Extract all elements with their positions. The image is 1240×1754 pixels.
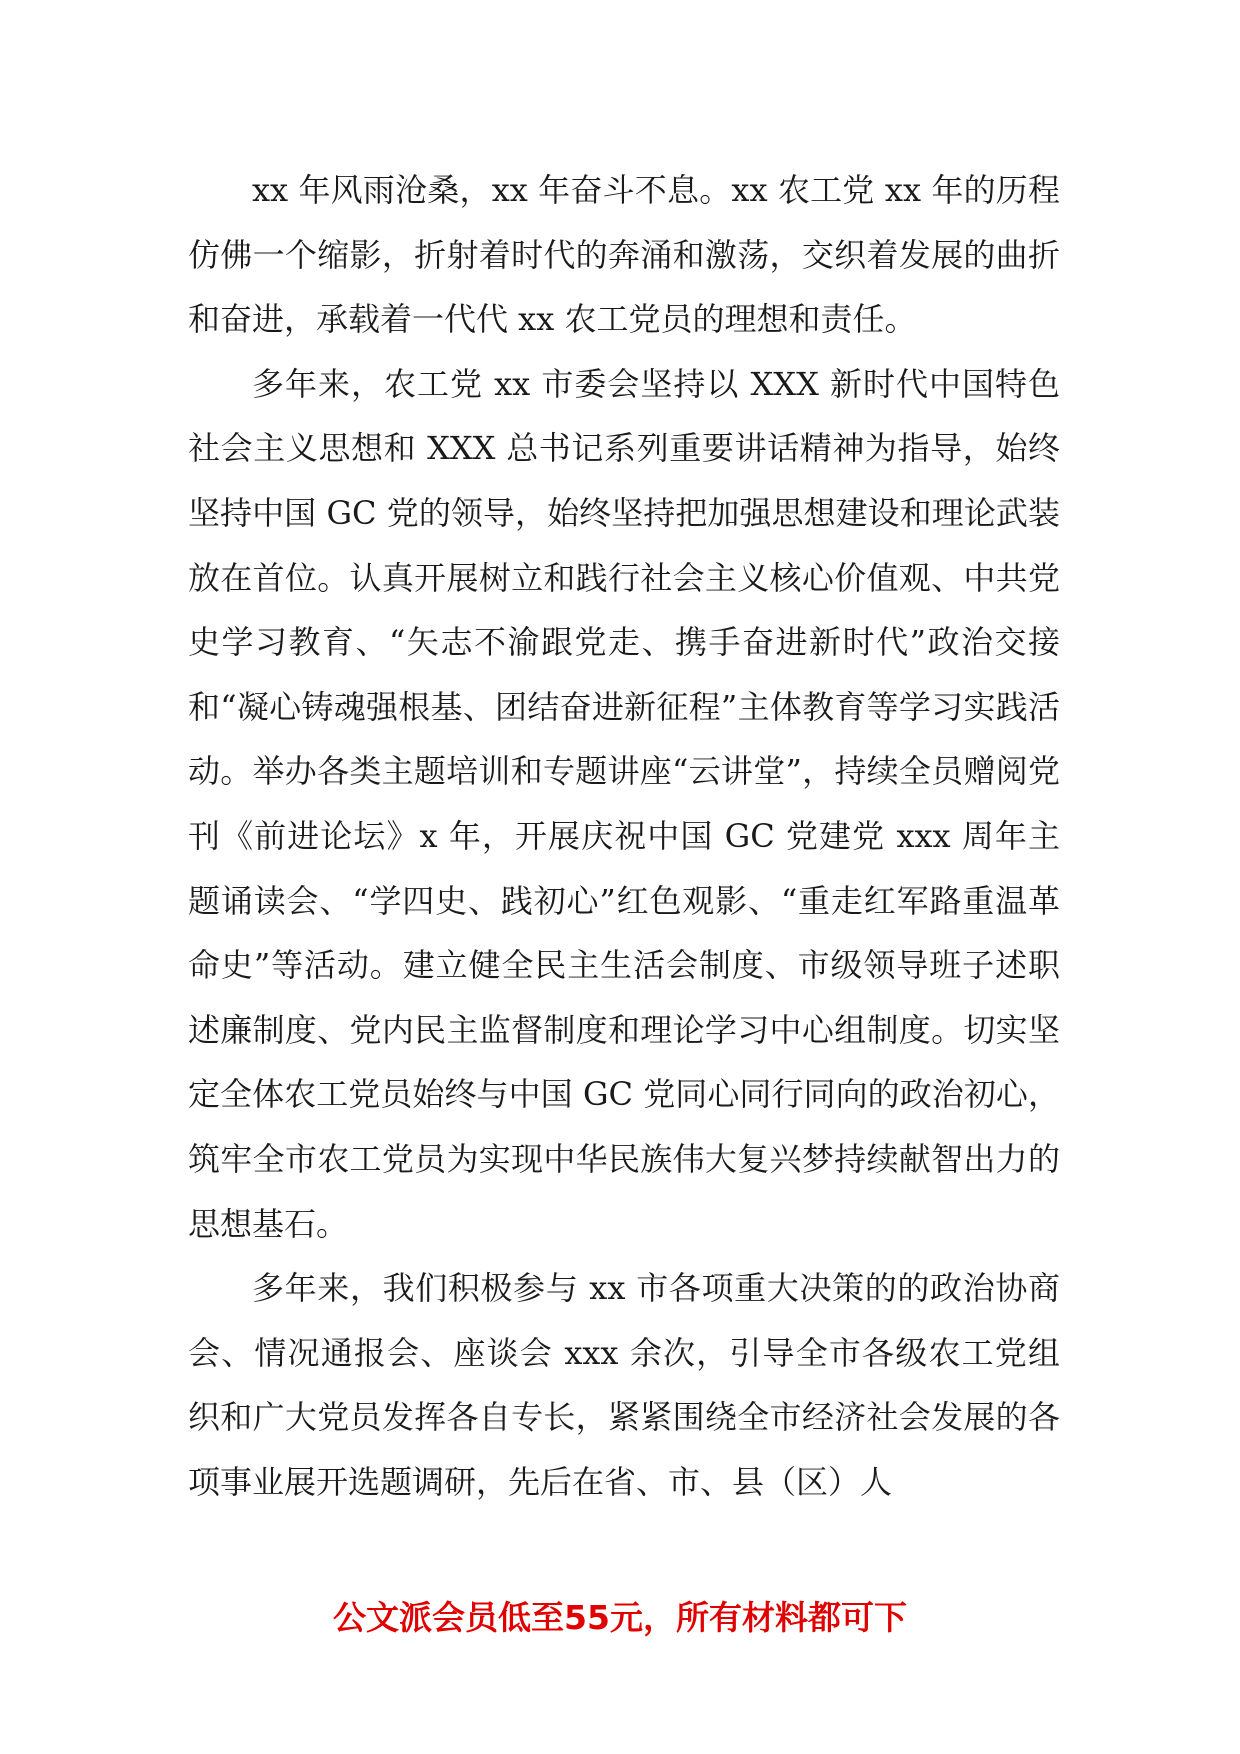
paragraph-2: 多年来，农工党 xx 市委会坚持以 XXX 新时代中国特色社会主义思想和 XXX 总书记系列重要讲话精神为指导，始终坚持中国 GC 党的领导，始终坚持把加强思想建设和理论武装放在首位。认真开展树立和践行社会主义核心价值观、中共党史学习教育、“矢志不渝跟党走、携手奋进新时代”政治交接和“凝心铸魂强根基、团结奋进新征程”主体教育等学习实践活动。举办各类主题培训和专题讲座“云讲堂”，持续全员赠阅党刊《前进论坛》x 年，开展庆祝中国 GC 党建党 xxx 周年主题诵读会、“学四史、践初心”红色观影、“重走红军路重温革命史”等活动。建立健全民主生活会制度、市级领导班子述职述廉制度、党内民主监督制度和理论学习中心组制度。切实坚定全体农工党员始终与中国 GC 党同心同行同向的政治初心，筑牢全市农工党员为实现中华民族伟大复兴梦持续献智出力的思想基石。 bbox=[188, 364, 1060, 1243]
paragraph-1: xx 年风雨沧桑，xx 年奋斗不息。xx 农工党 xx 年的历程仿佛一个缩影，折射着时代的奔涌和激荡，交织着发展的曲折和奋进，承载着一代代 xx 农工党员的理想和责任。 bbox=[188, 171, 1060, 339]
paragraph-3: 多年来，我们积极参与 xx 市各项重大决策的的政治协商会、情况通报会、座谈会 xxx 余次，引导全市各级农工党组织和广大党员发挥各自专长，紧紧围绕全市经济社会发展的各项事业展开选题调研，先后在省、市、县（区）人 bbox=[188, 1269, 1060, 1501]
document-body bbox=[188, 158, 1060, 1514]
footer-promo-text: 公文派会员低至55元，所有材料都可下 bbox=[333, 1598, 907, 1637]
